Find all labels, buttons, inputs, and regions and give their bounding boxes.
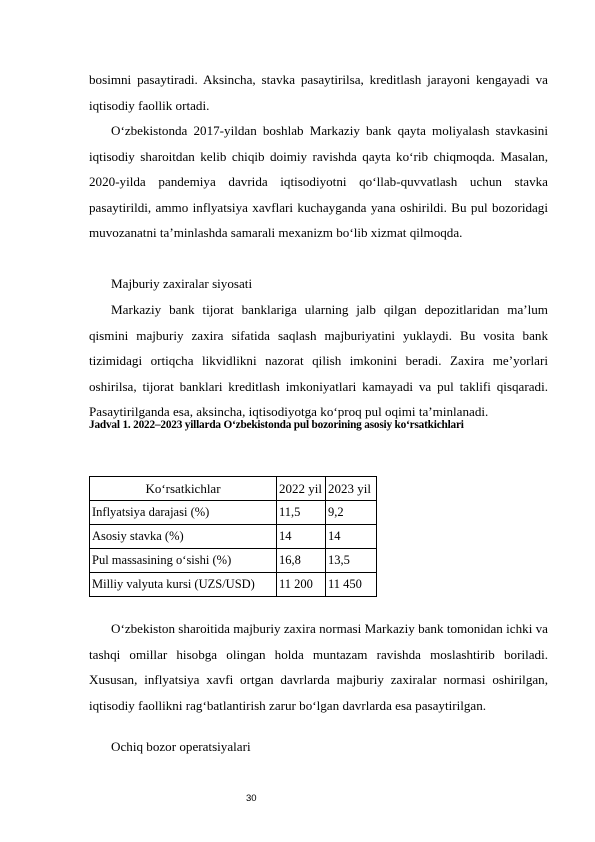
section-heading-reserves: Majburiy zaxiralar siyosati (111, 276, 253, 291)
table-cell: 13,5 (326, 549, 377, 573)
page-number: 30 (246, 793, 257, 804)
table-row (90, 573, 377, 597)
table-caption: Jadval 1. 2022–2023 yillarda O‘zbekistonda pul bozorining asosiy ko‘rsatkichlari (89, 419, 464, 431)
table-row (90, 525, 377, 549)
table-cell: Inflyatsiya darajasi (%) (90, 501, 277, 525)
table-cell: 14 (277, 525, 326, 549)
table-row (90, 501, 377, 525)
column-header-indicator: Ko‘rsatkichlar (90, 477, 277, 501)
table-cell: 16,8 (277, 549, 326, 573)
table-cell: 14 (326, 525, 377, 549)
paragraph-refinancing-rate: O‘zbekistonda 2017-yildan boshlab Markaziy bank qayta moliyalash stavkasini iqtisodiy sharoitdan kelib chiqib doimiy ravishda qayta ko‘rib chiqmoqda. Masalan, 2020-yilda pandemiya davrida iqtisodiyotni qo‘llab-quvvatlash uchun stavka pasaytirildi, ammo inflyatsiya xavflari kuchayganda yana oshirildi. Bu pul bozoridagi muvozanatni ta’minlashda samarali mexanizm bo‘lib xizmat qilmoqda. (89, 123, 548, 240)
paragraph-intro: bosimni pasaytiradi. Aksincha, stavka pasaytirilsa, kreditlash jarayoni kengayadi va iqtisodiy faollik ortadi. (89, 72, 548, 113)
table-header-row (90, 477, 377, 501)
table-cell: Milliy valyuta kursi (UZS/USD) (90, 573, 277, 597)
column-header-2023: 2023 yil (326, 477, 377, 501)
table-cell: Asosiy stavka (%) (90, 525, 277, 549)
table-cell: 11,5 (277, 501, 326, 525)
table-cell: Pul massasining o‘sishi (%) (90, 549, 277, 573)
table-cell: 11 200 (277, 573, 326, 597)
column-header-2022: 2022 yil (277, 477, 326, 501)
paragraph-reserves: Markaziy bank tijorat banklariga ularning jalb qilgan depozitlaridan ma’lum qismini majburiy zaxira sifatida saqlash majburiyatini yuklaydi. Bu vosita bank tizimidagi ortiqcha likvidlikni nazorat qilish imkonini beradi. Zaxira me’yorlari oshirilsa, tijorat banklari kreditlash imkoniyatlari kamayadi va pul taklifi qisqaradi. Pasaytirilganda esa, aksincha, iqtisodiyotga ko‘proq pul oqimi ta’minlanadi. (89, 302, 548, 419)
table-cell: 11 450 (326, 573, 377, 597)
section-heading-open-market: Ochiq bozor operatsiyalari (111, 739, 251, 754)
paragraph-uzbekistan-reserves: O‘zbekiston sharoitida majburiy zaxira normasi Markaziy bank tomonidan ichki va tashqi omillar hisobga olingan holda muntazam ravishda moslashtirib boriladi. Xususan, inflyatsiya xavfi ortgan davrlarda majburiy zaxiralar normasi oshirilgan, iqtisodiy faollikni rag‘batlantirish zarur bo‘lgan davrlarda esa pasaytirilgan. (89, 621, 548, 713)
table-row (90, 549, 377, 573)
indicators-table (89, 476, 377, 597)
table-cell: 9,2 (326, 501, 377, 525)
